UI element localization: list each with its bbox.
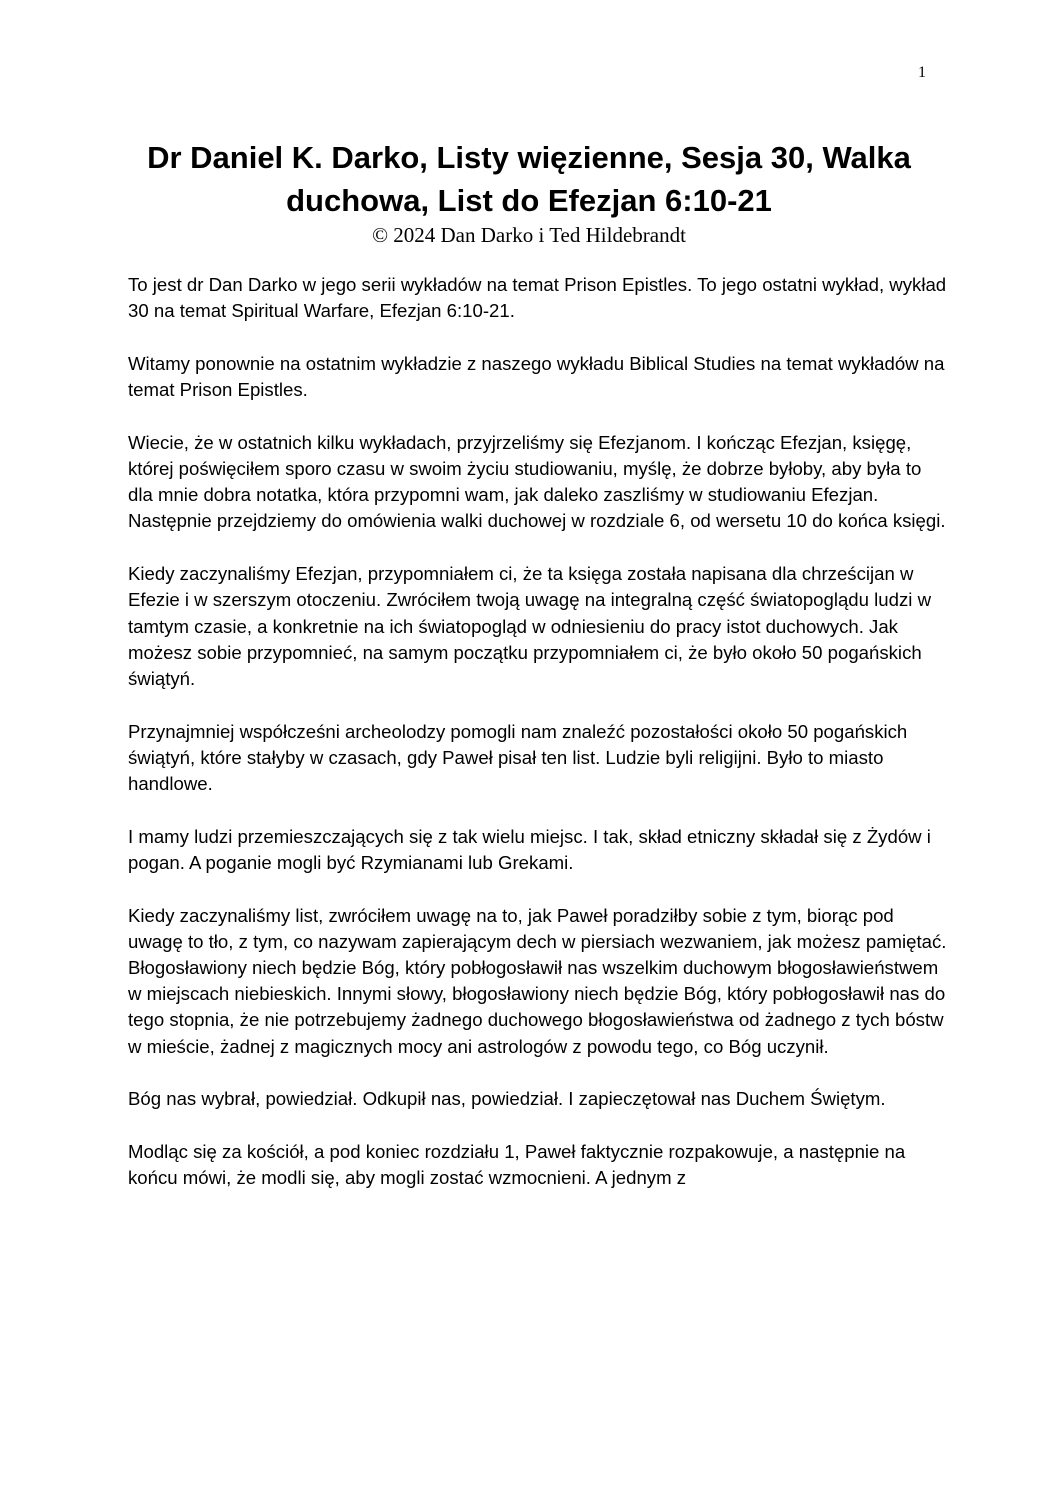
paragraph: Wiecie, że w ostatnich kilku wykładach, przyjrzeliśmy się Efezjanom. I kończąc Efezjan, księgę, której poświęciłem sporo czasu w swoim życiu studiowaniu, myślę, że dobrze byłoby, aby była to dla mnie dobra notatka, która przypomni wam, jak daleko zaszliśmy w studiowaniu Efezjan. Następnie przejdziemy do omówienia walki duchowej w rozdziale 6, od wersetu 10 do końca księgi. bbox=[128, 431, 946, 532]
paragraph: Witamy ponownie na ostatnim wykładzie z naszego wykładu Biblical Studies na temat wykładów na temat Prison Epistles. bbox=[128, 352, 945, 401]
document-body bbox=[128, 272, 948, 1218]
paragraph: I mamy ludzi przemieszczających się z tak wielu miejsc. I tak, skład etniczny składał się z Żydów i pogan. A poganie mogli być Rzymianami lub Grekami. bbox=[128, 825, 931, 873]
paragraph: Modląc się za kościół, a pod koniec rozdziału 1, Paweł faktycznie rozpakowuje, a następnie na końcu mówi, że modli się, aby mogli zostać wzmocnieni. A jednym z bbox=[128, 1141, 906, 1189]
copyright-line: © 2024 Dan Darko i Ted Hildebrandt bbox=[372, 223, 686, 247]
paragraph: To jest dr Dan Darko w jego serii wykładów na temat Prison Epistles. To jego ostatni wykład, wykład 30 na temat Spiritual Warfare, Efezjan 6:10-21. bbox=[128, 274, 947, 322]
paragraph: Kiedy zaczynaliśmy Efezjan, przypomniałem ci, że ta księga została napisana dla chrześcijan w Efezie i w szerszym otoczeniu. Zwróciłem twoją uwagę na integralną część światopoglądu ludzi w tamtym czasie, a konkretnie na ich światopogląd w odniesieniu do pracy istot duchowych. Jak możesz sobie przypomnieć, na samym początku przypomniałem ci, że było około 50 pogańskich świątyń. bbox=[128, 563, 931, 689]
paragraph: Bóg nas wybrał, powiedział. Odkupił nas, powiedział. I zapieczętował nas Duchem Świętym. bbox=[128, 1088, 886, 1110]
paragraph: Przynajmniej współcześni archeolodzy pomogli nam znaleźć pozostałości około 50 pogańskich świątyń, które stałyby w czasach, gdy Paweł pisał ten list. Ludzie byli religijni. Było to miasto handlowe. bbox=[128, 720, 908, 795]
paragraph: Kiedy zaczynaliśmy list, zwróciłem uwagę na to, jak Paweł poradziłby sobie z tym, biorąc pod uwagę to tło, z tym, co nazywam zapierającym dech w piersiach wezwaniem, jak możesz pamiętać. Błogosławiony niech będzie Bóg, który pobłogosławił nas wszelkim duchowym błogosławieństwem w miejscach niebieskich. Innymi słowy, błogosławiony niech będzie Bóg, który pobłogosławił nas do tego stopnia, że nie potrzebujemy żadnego duchowego błogosławieństwa od żadnego z tych bóstw w mieście, żadnej z magicznych mocy ani astrologów z powodu tego, co Bóg uczynił. bbox=[128, 904, 947, 1057]
page-title: Dr Daniel K. Darko, Listy więzienne, Sesja 30, Walka duchowa, List do Efezjan 6:10-21 bbox=[147, 140, 911, 218]
page-number: 1 bbox=[918, 64, 926, 81]
